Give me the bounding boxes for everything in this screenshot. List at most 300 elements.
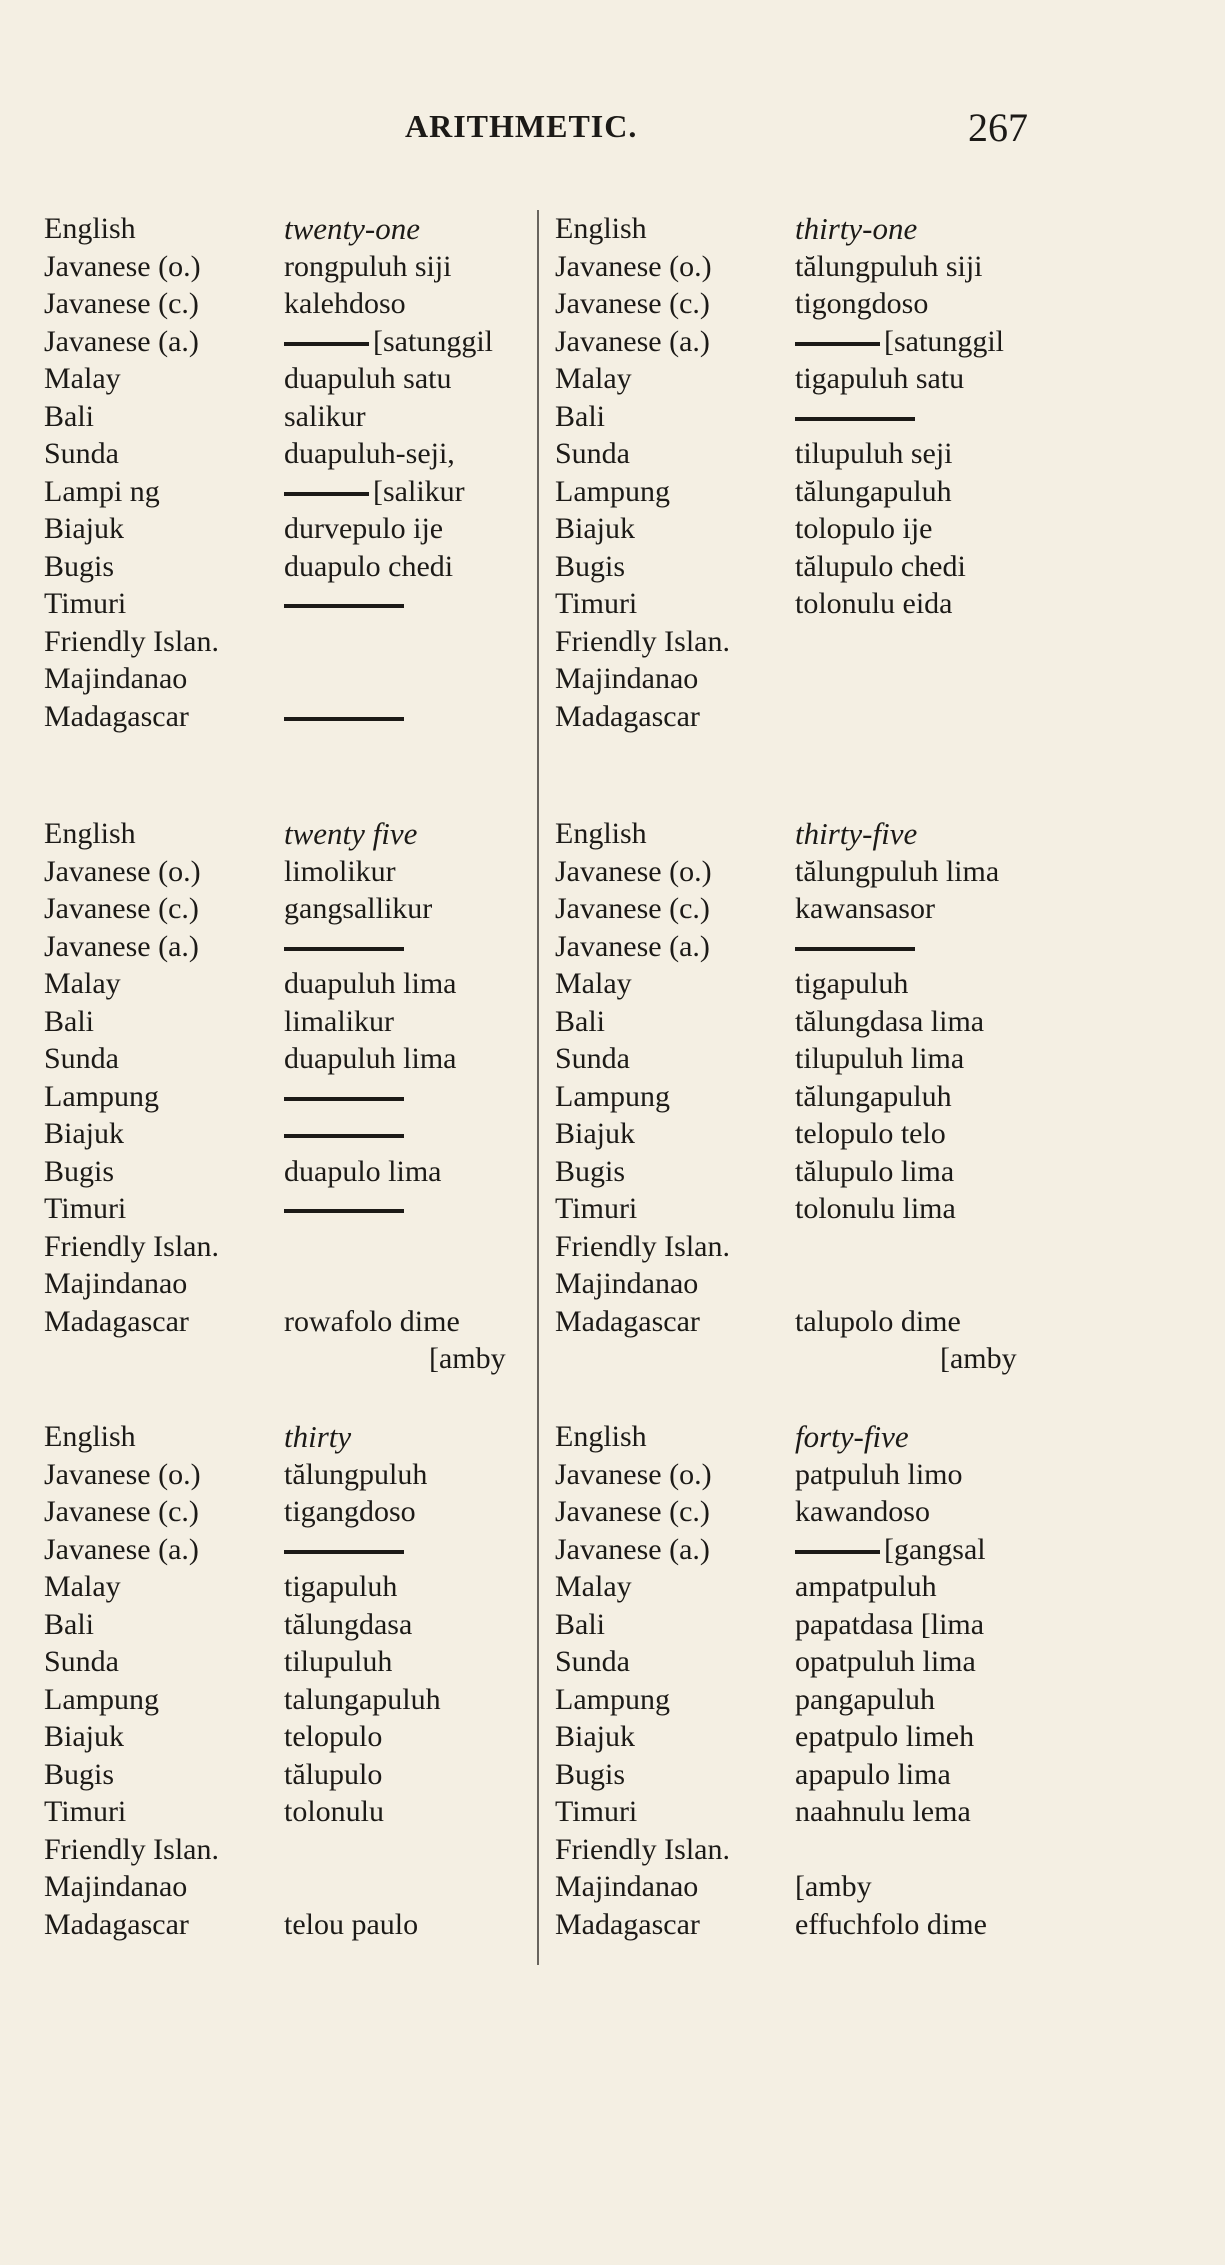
vocab-row — [555, 660, 1115, 698]
vocab-row — [555, 360, 1115, 398]
translation-value — [284, 1303, 460, 1341]
translation-value — [284, 1568, 397, 1606]
vocab-row — [555, 1531, 1115, 1569]
number-word: twenty-one — [284, 211, 421, 246]
vocab-row — [555, 1868, 1115, 1906]
translation-value — [284, 510, 443, 548]
vocab-row — [555, 965, 1115, 1003]
translation-text: duapuluh lima — [284, 967, 457, 1000]
translation-text: naahnulu lema — [795, 1795, 971, 1828]
ditto-dash — [284, 342, 369, 346]
translation-text: tălungapuluh — [795, 1079, 952, 1113]
language-label: Majindanao — [555, 1267, 699, 1300]
translation-value — [284, 1531, 408, 1569]
translation-value — [795, 1906, 987, 1944]
vocab-row — [44, 1718, 604, 1756]
translation-value — [284, 398, 366, 436]
language-label: Bali — [44, 1004, 94, 1038]
translation-value — [284, 1040, 456, 1078]
translation-value — [284, 1493, 416, 1531]
language-label: Bugis — [555, 1154, 626, 1188]
vocab-row — [555, 1190, 1115, 1228]
language-label: Biajuk — [555, 1117, 635, 1150]
language-label: Lampung — [555, 1682, 670, 1716]
translation-value — [795, 965, 908, 1003]
vocab-row — [555, 1606, 1115, 1644]
entry-heading — [555, 210, 1115, 248]
translation-text: tolonulu — [284, 1795, 385, 1828]
vocab-row — [555, 510, 1115, 548]
language-label: Malay — [555, 362, 632, 395]
vocab-row — [555, 853, 1115, 891]
vocab-row — [555, 890, 1115, 928]
vocab-row — [44, 1531, 604, 1569]
language-label: Javanese (c.) — [555, 287, 710, 320]
translation-text: tigongdoso — [795, 287, 929, 320]
language-label: Sunda — [555, 1042, 630, 1075]
translation-text: telopulo telo — [795, 1117, 946, 1150]
vocab-row — [44, 623, 604, 661]
ditto-dash — [284, 717, 404, 721]
translation-text: tigapuluh — [795, 967, 909, 1000]
vocab-row — [555, 698, 1115, 736]
vocab-row — [44, 890, 604, 928]
translation-text: tilupuluh lima — [795, 1042, 965, 1075]
vocab-row — [44, 1906, 604, 1944]
vocab-row — [44, 435, 604, 473]
language-label: Friendly Islan. — [555, 624, 730, 658]
translation-value — [795, 1153, 954, 1191]
language-label: Friendly Islan. — [555, 1832, 730, 1866]
vocab-row — [555, 1265, 1115, 1303]
vocab-row — [555, 548, 1115, 586]
language-label: English — [44, 817, 136, 850]
language-label: Lampung — [44, 1682, 159, 1716]
number-word: forty-five — [795, 1419, 909, 1454]
language-label: Bugis — [555, 549, 626, 583]
ditto-dash — [795, 417, 915, 421]
language-label: Bali — [555, 1004, 605, 1038]
vocab-row — [555, 1078, 1115, 1116]
translation-value — [795, 1606, 984, 1644]
ditto-dash — [795, 342, 880, 346]
vocab-row — [44, 1643, 604, 1681]
translation-value — [795, 473, 952, 511]
language-label: Javanese (a.) — [44, 1532, 199, 1566]
translation-value — [795, 548, 966, 586]
translation-text: telou paulo — [284, 1907, 419, 1941]
entry-thirty-five — [555, 815, 1115, 1378]
translation-text: tilupuluh — [284, 1645, 393, 1678]
language-label: Lampi ng — [44, 474, 160, 508]
language-label: English — [44, 1420, 136, 1453]
translation-text: rowafolo dime — [284, 1304, 460, 1338]
vocab-row — [44, 1078, 604, 1116]
language-label: Malay — [44, 362, 121, 395]
language-label: Biajuk — [44, 1720, 124, 1753]
translation-text: telopulo — [284, 1720, 383, 1753]
vocab-row — [44, 473, 604, 511]
number-word: twenty five — [284, 816, 418, 851]
ditto-dash — [284, 1209, 404, 1213]
translation-text: papatdasa [lima — [795, 1607, 985, 1641]
entry-heading — [555, 1418, 1115, 1456]
translation-value — [795, 1303, 961, 1341]
translation-text: tilupuluh seji — [795, 437, 953, 470]
language-label: Sunda — [44, 1042, 119, 1075]
translation-value — [284, 473, 465, 511]
translation-text: epatpulo limeh — [795, 1720, 975, 1753]
translation-text: opatpuluh lima — [795, 1645, 976, 1678]
translation-text: effuchfolo dime — [795, 1907, 987, 1941]
language-label: Malay — [44, 967, 121, 1000]
language-label: Javanese (c.) — [44, 287, 199, 320]
translation-text: tolonulu lima — [795, 1192, 956, 1225]
vocab-row — [44, 1456, 604, 1494]
language-label: Madagascar — [44, 1304, 189, 1338]
language-label: Friendly Islan. — [44, 624, 219, 658]
language-label: Bugis — [555, 1757, 626, 1791]
vocab-row — [555, 248, 1115, 286]
language-label: Majindanao — [44, 1267, 188, 1300]
translation-text: duapulo chedi — [284, 549, 454, 583]
vocab-row — [555, 1228, 1115, 1266]
vocab-row — [555, 1493, 1115, 1531]
language-label: Javanese (o.) — [44, 1457, 201, 1491]
translation-value — [284, 360, 451, 398]
translation-text: [satunggil — [884, 324, 1004, 358]
language-label: Malay — [555, 1570, 632, 1603]
vocab-row — [555, 1003, 1115, 1041]
language-label: Bugis — [44, 1154, 115, 1188]
vocab-row — [44, 1793, 604, 1831]
vocab-row — [555, 1303, 1115, 1341]
language-label: Javanese (a.) — [44, 324, 199, 358]
translation-value — [795, 1568, 937, 1606]
entry-forty-five — [555, 1418, 1115, 1943]
language-label: Malay — [44, 1570, 121, 1603]
language-label: English — [44, 212, 136, 245]
continuation-row — [555, 1340, 1115, 1378]
vocab-row — [44, 1003, 604, 1041]
translation-value — [795, 398, 919, 436]
language-label: Madagascar — [555, 699, 700, 733]
translation-text: tălungpuluh siji — [795, 249, 983, 283]
translation-text: ampatpuluh — [795, 1570, 937, 1603]
vocab-row — [44, 548, 604, 586]
ditto-dash — [284, 1097, 404, 1101]
vocab-row — [44, 1040, 604, 1078]
translation-text: salikur — [284, 399, 366, 433]
translation-text: tălungpuluh lima — [795, 854, 1000, 888]
translation-text: kawandoso — [795, 1495, 930, 1528]
language-label: Javanese (o.) — [555, 249, 712, 283]
language-label: Majindanao — [44, 1870, 188, 1903]
language-label: Javanese (o.) — [555, 1457, 712, 1491]
vocab-row — [555, 398, 1115, 436]
translation-value — [795, 510, 933, 548]
translation-value — [284, 1190, 408, 1228]
vocab-row — [555, 1456, 1115, 1494]
language-label: Javanese (o.) — [44, 249, 201, 283]
language-label: Timuri — [44, 1795, 127, 1828]
ditto-dash — [795, 1550, 880, 1554]
ditto-dash — [284, 604, 404, 608]
translation-text: tălungpuluh — [284, 1457, 428, 1491]
vocab-row — [44, 965, 604, 1003]
translation-value — [795, 1493, 930, 1531]
translation-value — [795, 1681, 935, 1719]
translation-value — [795, 1190, 956, 1228]
translation-value — [284, 1756, 382, 1794]
vocab-row — [44, 1756, 604, 1794]
translation-value — [284, 965, 456, 1003]
page-header — [0, 105, 1225, 158]
translation-value — [284, 585, 408, 623]
translation-value — [795, 890, 935, 928]
translation-text: duapulo lima — [284, 1154, 442, 1188]
language-label: Majindanao — [555, 1870, 699, 1903]
vocab-row — [44, 285, 604, 323]
translation-value — [795, 1078, 952, 1116]
translation-value — [284, 248, 452, 286]
translation-value — [795, 1040, 964, 1078]
translation-value — [284, 1681, 441, 1719]
continuation-text: [amby — [940, 1342, 1017, 1375]
translation-text: tolonulu eida — [795, 587, 953, 620]
language-label: Bali — [555, 399, 605, 433]
translation-value — [795, 585, 952, 623]
vocab-row — [44, 510, 604, 548]
language-label: Javanese (o.) — [44, 854, 201, 888]
vocab-row — [44, 1265, 604, 1303]
language-label: Lampung — [44, 1079, 159, 1113]
language-label: Bugis — [44, 1757, 115, 1791]
language-label: Friendly Islan. — [44, 1832, 219, 1866]
language-label: Sunda — [555, 1645, 630, 1678]
translation-text: [amby — [795, 1870, 872, 1903]
language-label: Timuri — [44, 1192, 127, 1225]
translation-text: tălupulo — [284, 1757, 383, 1791]
translation-value — [795, 1718, 974, 1756]
ditto-dash — [795, 947, 915, 951]
language-label: Madagascar — [555, 1907, 700, 1941]
vocab-row — [44, 585, 604, 623]
translation-value — [284, 890, 432, 928]
vocab-row — [555, 1718, 1115, 1756]
language-label: Friendly Islan. — [44, 1229, 219, 1263]
entry-heading — [555, 815, 1115, 853]
language-label: Javanese (c.) — [44, 1495, 199, 1528]
language-label: Javanese (a.) — [555, 1532, 710, 1566]
vocab-row — [44, 360, 604, 398]
translation-value — [795, 1793, 971, 1831]
entry-heading — [44, 1418, 604, 1456]
translation-value — [284, 323, 493, 361]
translation-text: tălungapuluh — [795, 474, 952, 508]
vocab-row — [44, 1831, 604, 1869]
number-word: thirty-five — [795, 816, 918, 851]
language-label: English — [555, 212, 647, 245]
translation-value — [795, 1003, 984, 1041]
entry-heading — [44, 815, 604, 853]
vocab-row — [44, 1228, 604, 1266]
vocab-row — [555, 623, 1115, 661]
vocab-row — [44, 323, 604, 361]
entry-twenty-one — [44, 210, 604, 735]
vocab-row — [44, 928, 604, 966]
vocab-row — [555, 473, 1115, 511]
language-label: Bali — [44, 399, 94, 433]
entry-heading — [44, 210, 604, 248]
running-title: ARITHMETIC. — [405, 108, 638, 144]
language-label: Biajuk — [555, 1720, 635, 1753]
translation-text: tigapuluh satu — [795, 362, 965, 395]
ditto-dash — [284, 1134, 404, 1138]
translation-value — [795, 285, 928, 323]
vocab-row — [555, 1793, 1115, 1831]
language-label: Biajuk — [555, 512, 635, 545]
translation-text: [satunggil — [373, 324, 493, 358]
translation-value — [795, 1643, 976, 1681]
language-label: Javanese (c.) — [555, 892, 710, 925]
language-label: Lampung — [555, 1079, 670, 1113]
language-label: Timuri — [555, 1192, 638, 1225]
language-label: Javanese (c.) — [44, 892, 199, 925]
translation-value — [284, 435, 455, 473]
vocab-row — [44, 1190, 604, 1228]
translation-text: kawansasor — [795, 892, 935, 925]
translation-text: rongpuluh siji — [284, 249, 452, 283]
continuation-text: [amby — [429, 1342, 506, 1375]
translation-value — [795, 1115, 946, 1153]
vocab-row — [555, 285, 1115, 323]
translation-text: tălupulo lima — [795, 1154, 955, 1188]
vocab-row — [555, 323, 1115, 361]
language-label: English — [555, 1420, 647, 1453]
ditto-dash — [284, 947, 404, 951]
language-label: Javanese (a.) — [555, 929, 710, 963]
vocab-row — [555, 1681, 1115, 1719]
language-label: Javanese (c.) — [555, 1495, 710, 1528]
language-label: English — [555, 817, 647, 850]
translation-text: talupolo dime — [795, 1304, 961, 1338]
translation-text: pangapuluh — [795, 1682, 935, 1716]
vocab-row — [44, 698, 604, 736]
language-label: Friendly Islan. — [555, 1229, 730, 1263]
translation-text: apapulo lima — [795, 1757, 951, 1791]
vocab-row — [44, 853, 604, 891]
vocab-row — [555, 1643, 1115, 1681]
vocab-row — [44, 1568, 604, 1606]
translation-text: limalikur — [284, 1004, 394, 1038]
translation-text: tălupulo chedi — [795, 549, 966, 583]
page-number: 267 — [968, 105, 1028, 150]
entry-twenty-five — [44, 815, 604, 1378]
language-label: Madagascar — [44, 1907, 189, 1941]
translation-text: tigapuluh — [284, 1570, 398, 1603]
ditto-dash — [284, 1550, 404, 1554]
ditto-dash — [284, 492, 369, 496]
language-label: Biajuk — [44, 1117, 124, 1150]
vocab-row — [44, 1493, 604, 1531]
translation-value — [284, 1718, 382, 1756]
translation-value — [795, 323, 1004, 361]
language-label: Lampung — [555, 474, 670, 508]
translation-value — [795, 928, 919, 966]
language-label: Sunda — [44, 437, 119, 470]
translation-value — [284, 1078, 408, 1116]
vocab-row — [44, 398, 604, 436]
translation-value — [795, 1868, 872, 1906]
translation-value — [795, 853, 999, 891]
translation-value — [284, 1606, 412, 1644]
language-label: Sunda — [555, 437, 630, 470]
language-label: Malay — [555, 967, 632, 1000]
language-label: Javanese (a.) — [555, 324, 710, 358]
translation-value — [795, 1456, 963, 1494]
vocab-row — [44, 1153, 604, 1191]
translation-text: kalehdoso — [284, 287, 406, 320]
language-label: Majindanao — [555, 662, 699, 695]
translation-value — [284, 1153, 441, 1191]
translation-value — [284, 698, 408, 736]
vocab-row — [44, 1868, 604, 1906]
vocab-row — [555, 1756, 1115, 1794]
vocab-row — [44, 248, 604, 286]
translation-text: duapuluh lima — [284, 1042, 457, 1075]
vocab-row — [555, 1568, 1115, 1606]
number-word: thirty-one — [795, 211, 918, 246]
vocab-row — [44, 1303, 604, 1341]
translation-value — [284, 1456, 427, 1494]
translation-text: duapuluh satu — [284, 362, 452, 395]
vocab-row — [44, 1681, 604, 1719]
vocab-row — [555, 435, 1115, 473]
entry-thirty — [44, 1418, 604, 1943]
vocab-row — [555, 1040, 1115, 1078]
language-label: Bali — [555, 1607, 605, 1641]
entry-thirty-one — [555, 210, 1115, 735]
language-label: Madagascar — [555, 1304, 700, 1338]
translation-value — [284, 548, 453, 586]
language-label: Javanese (a.) — [44, 929, 199, 963]
translation-text: tălungdasa lima — [795, 1004, 985, 1038]
translation-value — [284, 928, 408, 966]
vocab-row — [555, 1153, 1115, 1191]
translation-value — [795, 1756, 951, 1794]
language-label: Bugis — [44, 549, 115, 583]
language-label: Timuri — [44, 587, 127, 620]
language-label: Sunda — [44, 1645, 119, 1678]
continuation-row — [44, 1340, 604, 1378]
vocab-row — [555, 1831, 1115, 1869]
number-word: thirty — [284, 1419, 352, 1454]
translation-text: limolikur — [284, 854, 396, 888]
language-label: Bali — [44, 1607, 94, 1641]
language-label: Timuri — [555, 587, 638, 620]
translation-text: [gangsal — [884, 1532, 986, 1566]
translation-text: [salikur — [373, 474, 465, 508]
translation-text: gangsallikur — [284, 892, 433, 925]
translation-value — [284, 1793, 384, 1831]
language-label: Madagascar — [44, 699, 189, 733]
vocab-row — [555, 1115, 1115, 1153]
translation-text: tigangdoso — [284, 1495, 416, 1528]
translation-value — [795, 248, 983, 286]
vocab-row — [555, 1906, 1115, 1944]
vocab-row — [44, 1606, 604, 1644]
